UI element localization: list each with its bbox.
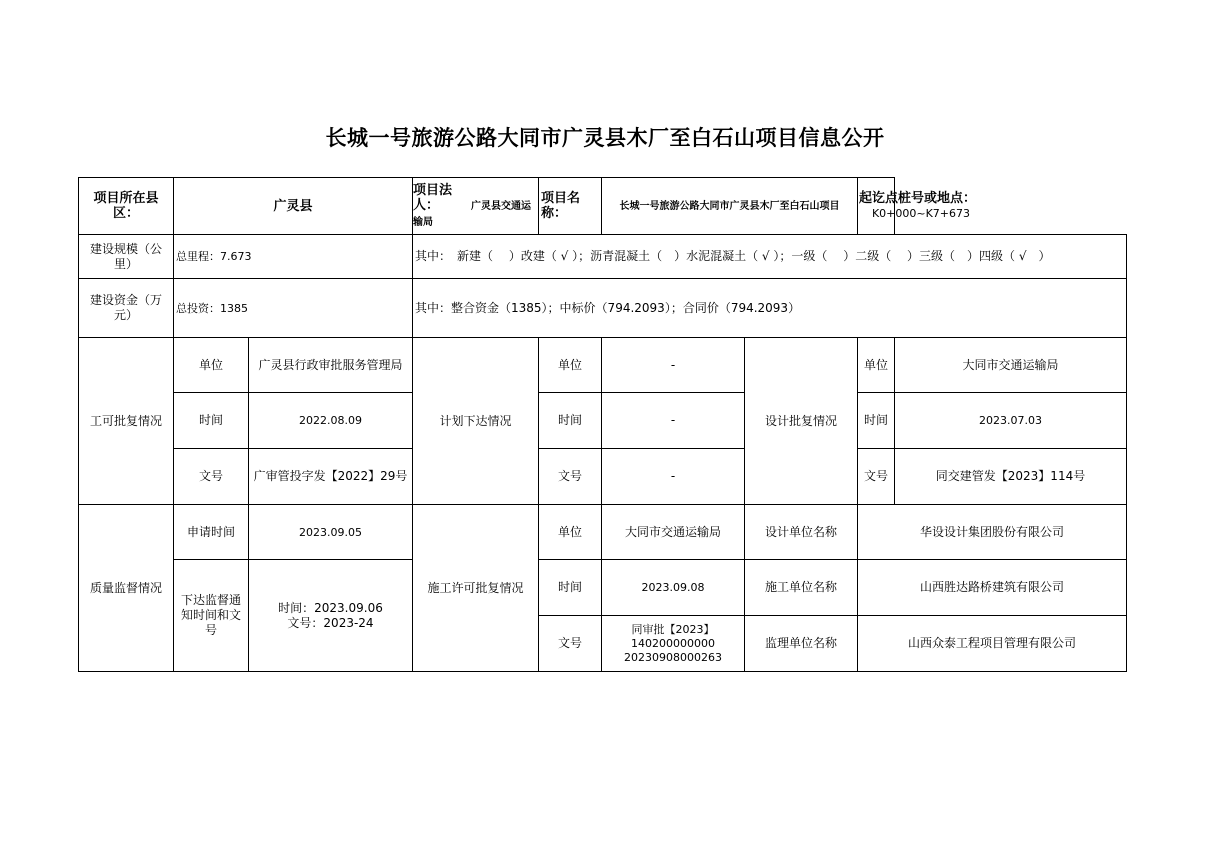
- design-doc-value: 同交建管发【2023】114号: [895, 449, 1127, 505]
- project-name-label: 项目名称：: [539, 178, 602, 235]
- project-info-table: [78, 177, 1127, 338]
- plan-doc-value: -: [602, 449, 745, 505]
- legal-person-value: 广灵县交通运输局: [413, 200, 532, 228]
- quality-label: 质量监督情况: [79, 505, 174, 672]
- permit-label: 施工许可批复情况: [413, 505, 539, 672]
- funds-detail: 其中：整合资金（1385）；中标价（794.2093）；合同价（794.2093）: [413, 279, 1127, 338]
- design-company-label: 设计单位名称: [745, 505, 858, 560]
- plan-doc-label: 文号: [539, 449, 602, 505]
- notice-value: [249, 560, 413, 672]
- build-company-value: 山西胜达路桥建筑有限公司: [858, 560, 1127, 616]
- design-doc-label: 文号: [858, 449, 895, 505]
- page-title: 长城一号旅游公路大同市广灵县木厂至白石山项目信息公开: [325, 126, 885, 150]
- plan-time-label: 时间: [539, 393, 602, 449]
- permit-unit-label: 单位: [539, 505, 602, 560]
- scale-label: 建设规模（公里）: [79, 235, 174, 279]
- design-unit-value: 大同市交通运输局: [895, 338, 1127, 393]
- scale-detail: 其中： 新建（ ）改建（ √ ）；沥青混凝土（ ）水泥混凝土（ √ ）；一级（ ）二级（ ）三级（ ）四级（ √ ）: [413, 235, 1127, 279]
- stake-label-text: 起讫点桩号或地点：: [859, 191, 977, 206]
- plan-label: 计划下达情况: [413, 338, 539, 505]
- design-time-value: 2023.07.03: [895, 393, 1127, 449]
- work-doc-label: 文号: [174, 449, 249, 505]
- permit-doc-value: [602, 616, 745, 672]
- design-company-value: 华设设计集团股份有限公司: [858, 505, 1127, 560]
- permit-doc-label: 文号: [539, 616, 602, 672]
- permit-doc-line-3: 20230908000263: [624, 650, 722, 664]
- apply-time-label: 申请时间: [174, 505, 249, 560]
- work-time-value: 2022.08.09: [249, 393, 413, 449]
- design-time-label: 时间: [858, 393, 895, 449]
- county-value: 广灵县: [174, 178, 413, 235]
- plan-time-value: -: [602, 393, 745, 449]
- funds-total: 总投资：1385: [174, 279, 413, 338]
- work-unit-value: 广灵县行政审批服务管理局: [249, 338, 413, 393]
- notice-doc: 文号：2023-24: [287, 615, 374, 630]
- supervision-company-value: 山西众泰工程项目管理有限公司: [858, 616, 1127, 672]
- permit-doc-line-1: 同审批【2023】: [631, 622, 715, 636]
- apply-time-value: 2023.09.05: [249, 505, 413, 560]
- permit-doc-line-2: 140200000000: [631, 636, 715, 650]
- funds-label: 建设资金（万元）: [79, 279, 174, 338]
- county-label: 项目所在县区：: [79, 178, 174, 235]
- stake-cell: [858, 178, 977, 235]
- legal-person-label: [413, 178, 539, 235]
- scale-row: [79, 235, 1127, 279]
- work-unit-label: 单位: [174, 338, 249, 393]
- stake-value: K0+000~K7+673: [871, 207, 971, 220]
- legal-person-label-text: 项目法人：: [413, 182, 453, 213]
- permit-time-label: 时间: [539, 560, 602, 616]
- supervision-company-label: 监理单位名称: [745, 616, 858, 672]
- notice-time: 时间：2023.09.06: [278, 600, 383, 615]
- work-time-label: 时间: [174, 393, 249, 449]
- work-approval-label: 工可批复情况: [79, 338, 174, 505]
- scale-total: 总里程：7.673: [174, 235, 413, 279]
- approval-table: [78, 337, 1127, 672]
- permit-time-value: 2023.09.08: [602, 560, 745, 616]
- header-row: [79, 178, 1127, 235]
- plan-unit-label: 单位: [539, 338, 602, 393]
- notice-label: 下达监督通知时间和文号: [174, 560, 249, 672]
- project-name-value: 长城一号旅游公路大同市广灵县木厂至白石山项目: [602, 178, 858, 235]
- permit-unit-value: 大同市交通运输局: [602, 505, 745, 560]
- plan-unit-value: -: [602, 338, 745, 393]
- build-company-label: 施工单位名称: [745, 560, 858, 616]
- funds-row: [79, 279, 1127, 338]
- design-approval-label: 设计批复情况: [745, 338, 858, 505]
- design-unit-label: 单位: [858, 338, 895, 393]
- work-doc-value: 广审管投字发【2022】29号: [249, 449, 413, 505]
